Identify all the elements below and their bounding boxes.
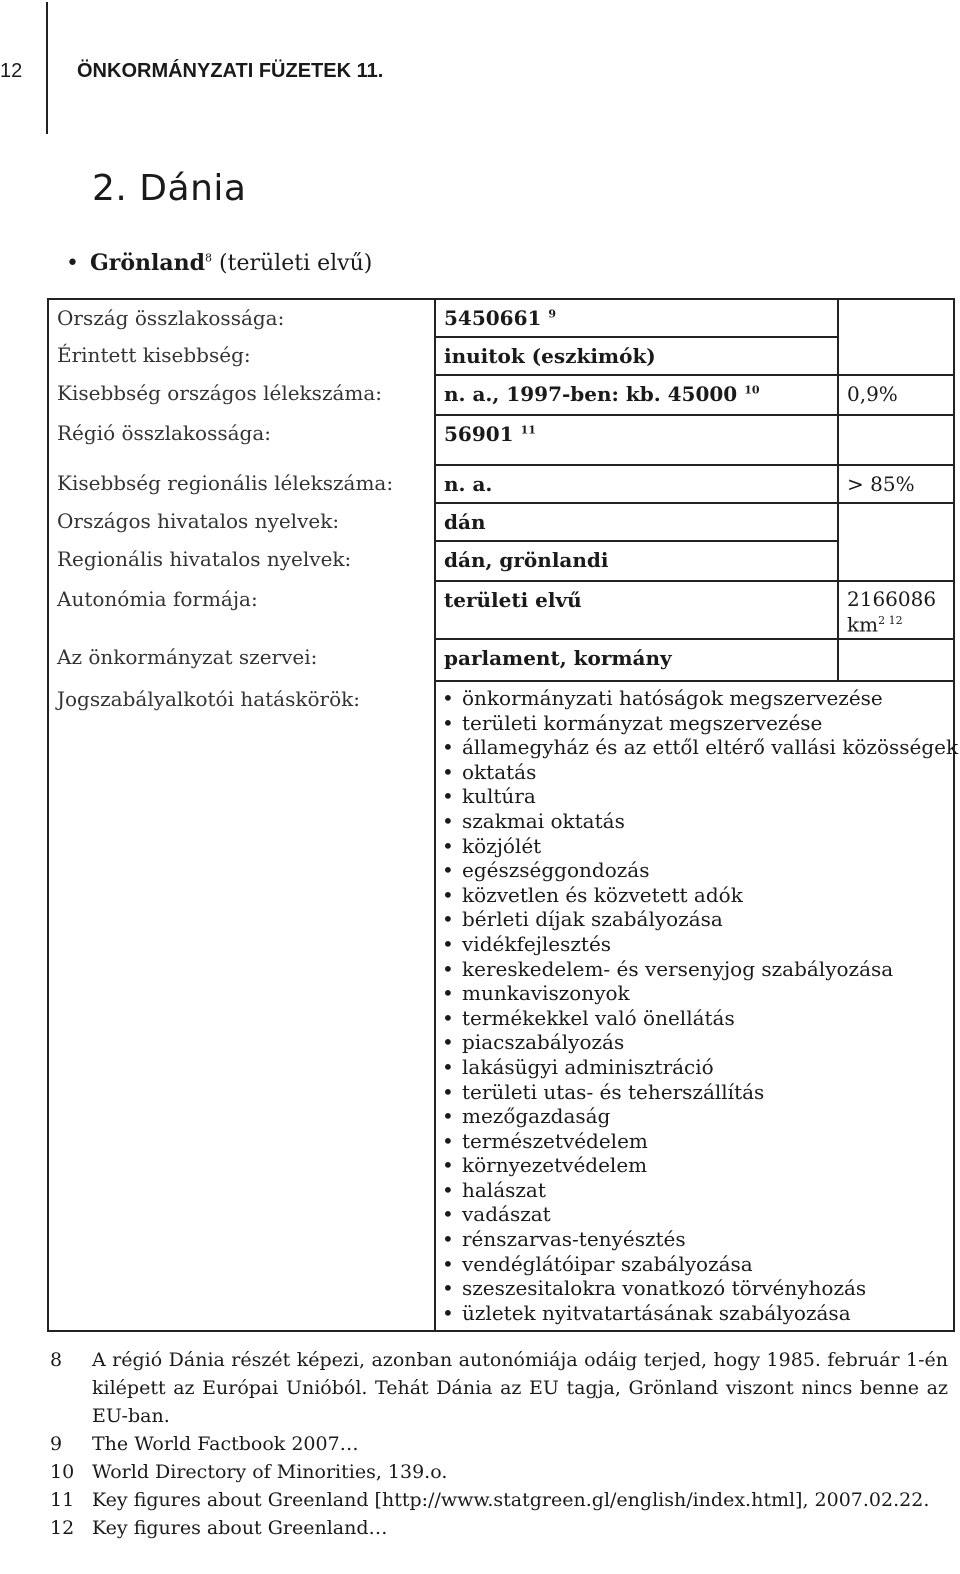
footnote-text: Key figures about Greenland [http://www.statgreen.gl/english/index.html], 2007.02.22.: [92, 1489, 930, 1511]
list-item: • szakmai oktatás: [442, 809, 953, 834]
row-label: Autonómia formája:: [48, 581, 435, 639]
footnote-number: 8: [50, 1349, 63, 1371]
list-item: • közjólét: [442, 834, 953, 859]
section-title: 2. Dánia: [92, 168, 247, 209]
list-item: • halászat: [442, 1178, 953, 1203]
region-name: Grönland: [90, 250, 206, 276]
list-item: • mezőgazdaság: [442, 1104, 953, 1129]
row-label: Kisebbség regionális lélekszáma:: [48, 465, 435, 503]
footnote-number: 10: [50, 1461, 75, 1483]
list-item: • területi utas- és teherszállítás: [442, 1080, 953, 1105]
footnote-number: 11: [50, 1489, 75, 1511]
row-label: Országos hivatalos nyelvek:: [48, 503, 435, 541]
footnote: [50, 1514, 948, 1542]
table-row: [48, 681, 954, 1331]
list-item: • egészséggondozás: [442, 858, 953, 883]
row-value: 5450661 $^9$: [435, 299, 838, 337]
list-item: • természetvédelem: [442, 1129, 953, 1154]
table-row: [48, 415, 954, 465]
list-item: • vendéglátóipar szabályozása: [442, 1252, 953, 1277]
row-value: n. a.: [435, 465, 838, 503]
list-item: • bérleti díjak szabályozása: [442, 907, 953, 932]
row-extra: [838, 299, 954, 375]
footnote-text: World Directory of Minorities, 139.o.: [92, 1461, 448, 1483]
footnote-ref: 8: [205, 251, 213, 265]
list-item: • kereskedelem- és versenyjog szabályozása: [442, 957, 953, 982]
page-number: 12: [0, 60, 23, 82]
list-item: • lakásügyi adminisztráció: [442, 1055, 953, 1080]
header-divider: [46, 2, 48, 134]
list-item: • környezetvédelem: [442, 1153, 953, 1178]
row-value: parlament, kormány: [435, 639, 838, 681]
row-value: 56901 $^{11}$: [435, 415, 838, 465]
list-item: • vadászat: [442, 1202, 953, 1227]
footnotes: [50, 1346, 948, 1542]
row-extra: [838, 503, 954, 581]
row-value: n. a., 1997-ben: kb. 45000 $^{10}$: [435, 375, 838, 415]
footnote: [50, 1458, 948, 1486]
competence-list-cell: [435, 681, 959, 1331]
row-label: Jogszabályalkotói hatáskörök:: [48, 681, 435, 1331]
row-value: dán, grönlandi: [435, 541, 838, 581]
row-value: dán: [435, 503, 838, 541]
table-row: [48, 639, 954, 681]
minority-data-table: [47, 298, 959, 1332]
row-extra: [838, 639, 954, 681]
list-item: • szeszesitalokra vonatkozó törvényhozás: [442, 1276, 953, 1301]
list-item: • közvetlen és közvetett adók: [442, 883, 953, 908]
footnote-text: The World Factbook 2007…: [92, 1433, 359, 1455]
bullet-icon: •: [66, 251, 79, 276]
list-item: • oktatás: [442, 760, 953, 785]
footnote-text: A régió Dánia részét képezi, azonban autonómiája odáig terjed, hogy 1985. február 1-én kilépett az Európai Unióból. Tehát Dánia az EU tagja, Grönland viszont nincs benne az EU-ban.: [92, 1349, 948, 1427]
list-item: • rénszarvas-tenyésztés: [442, 1227, 953, 1252]
publication-title: ÖNKORMÁNYZATI FÜZETEK 11.: [77, 60, 384, 82]
region-heading: [66, 250, 372, 276]
list-item: • termékekkel való önellátás: [442, 1006, 953, 1031]
table-row: [48, 581, 954, 639]
row-extra: 0,9%: [838, 375, 954, 415]
row-label: Ország összlakossága:: [48, 299, 435, 337]
footnote-number: 9: [50, 1433, 63, 1455]
list-item: • piacszabályozás: [442, 1030, 953, 1055]
row-extra: > 85%: [838, 465, 954, 503]
table-row: [48, 299, 954, 337]
table-row: [48, 541, 954, 581]
table-row: [48, 465, 954, 503]
list-item: • önkormányzati hatóságok megszervezése: [442, 686, 953, 711]
footnote-text: Key figures about Greenland…: [92, 1517, 388, 1539]
list-item: • vidékfejlesztés: [442, 932, 953, 957]
row-value: területi elvű: [435, 581, 838, 639]
footnote: [50, 1346, 948, 1430]
list-item: • területi kormányzat megszervezése: [442, 711, 953, 736]
region-type: (területi elvű): [219, 251, 373, 276]
row-label: Érintett kisebbség:: [48, 337, 435, 375]
row-value: inuitok (eszkimók): [435, 337, 838, 375]
row-label: Regionális hivatalos nyelvek:: [48, 541, 435, 581]
table-row: [48, 375, 954, 415]
row-label: Kisebbség országos lélekszáma:: [48, 375, 435, 415]
table-row: [48, 503, 954, 541]
row-extra: 2166086 $km^{2 12}$: [838, 581, 954, 639]
row-label: Az önkormányzat szervei:: [48, 639, 435, 681]
footnote: [50, 1430, 948, 1458]
list-item: • üzletek nyitvatartásának szabályozása: [442, 1301, 953, 1326]
row-label: Régió összlakossága:: [48, 415, 435, 465]
footnote: [50, 1486, 948, 1514]
footnote-number: 12: [50, 1517, 75, 1539]
table-row: [48, 337, 954, 375]
list-item: • kultúra: [442, 784, 953, 809]
row-extra: [838, 415, 954, 465]
page-header: [0, 0, 960, 140]
list-item: • államegyház és az ettől eltérő vallási közösségek: [442, 735, 953, 760]
list-item: • munkaviszonyok: [442, 981, 953, 1006]
competence-list: [442, 686, 959, 1325]
